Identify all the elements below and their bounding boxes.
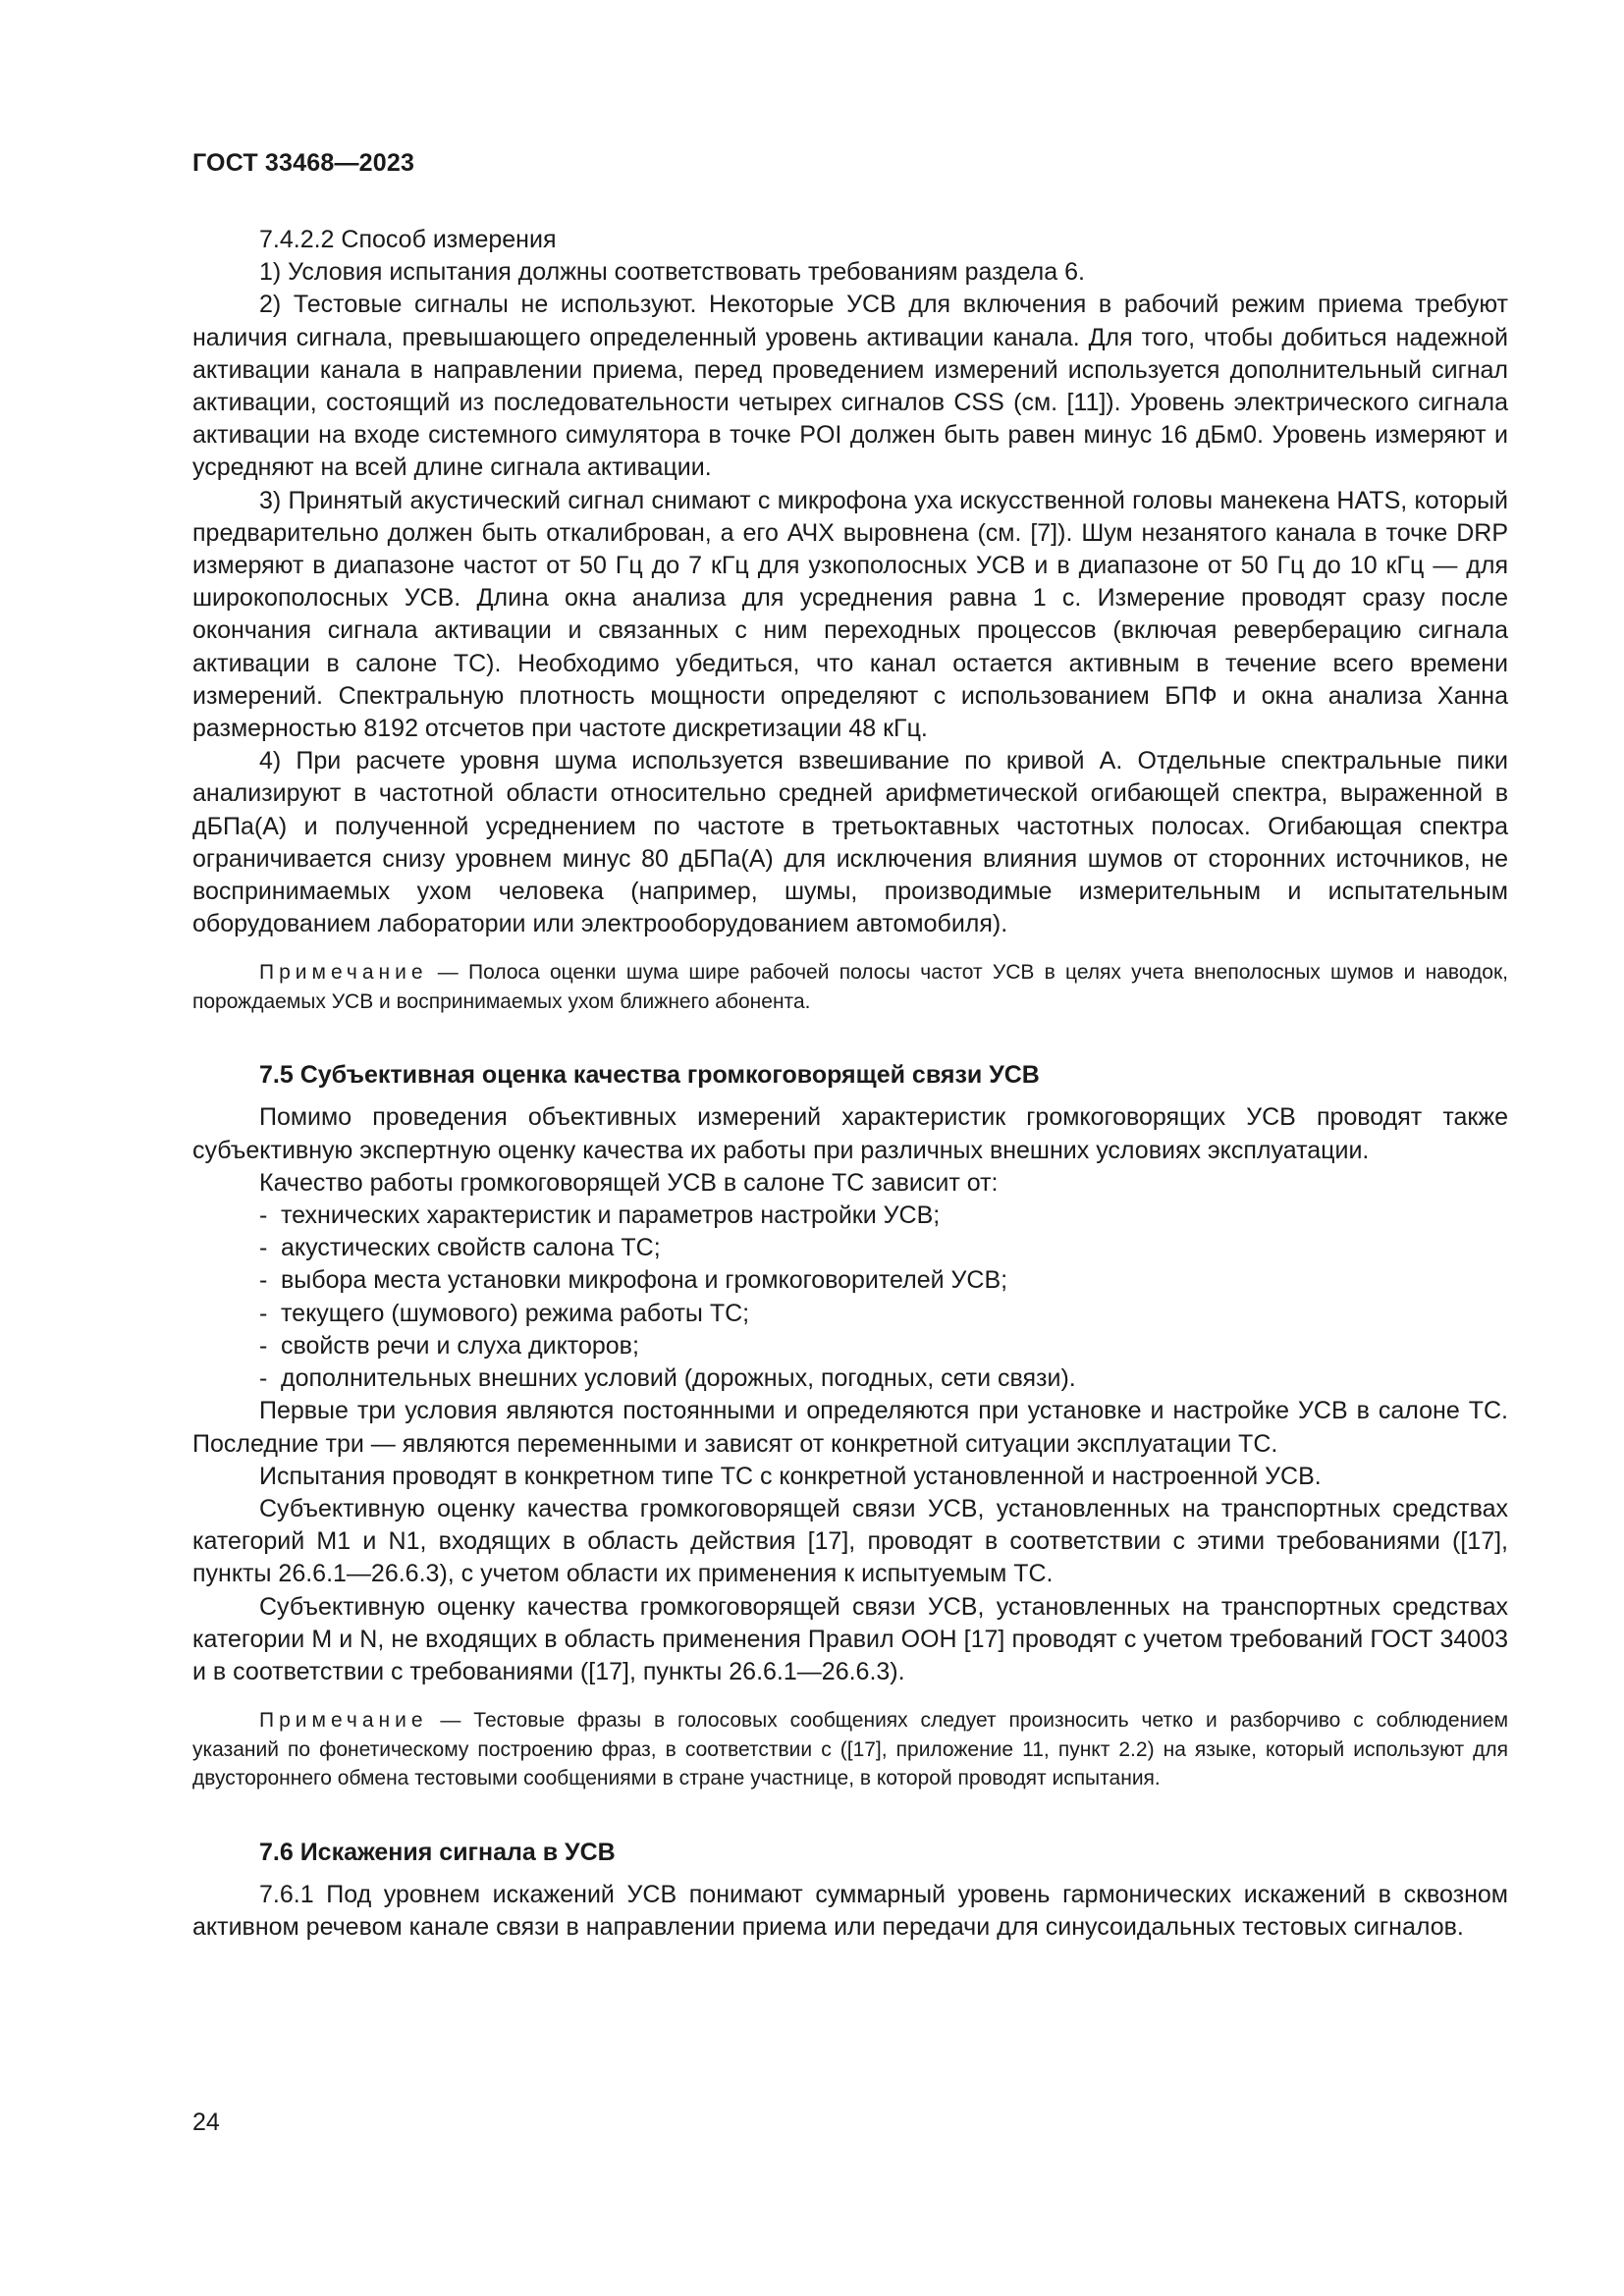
list-dash: - [259,1299,268,1327]
note-7-5 [192,1706,1508,1793]
paragraph-7-5-6: Субъективную оценку качества громкоговорящей связи УСВ, установленных на транспортных средствах категории М и N, не входящих в область применения Правил ООН [17] проводят с учетом требований ГОСТ 34003 и в соответствии с требованиями ([17], пункты 26.6.1—26.6.3). [192,1592,1508,1685]
list-item: - текущего (шумового) режима работы ТС; [192,1298,1508,1330]
list-dash: - [259,1201,268,1230]
list-dash: - [259,1364,268,1393]
note-label: Примечание [259,961,428,985]
paragraph-item-4: 4) При расчете уровня шума используется взвешивание по кривой А. Отдельные спектральные пики анализируют в частотной области относительно средней арифметической огибающей спектра, выраженной в дБПа(А) и полученной усреднением по частоте в третьоктавных частотных полосах. Огибающая спектра ограничивается снизу уровнем минус 80 дБПа(А) для исключения влияния шумов от сторонних источников, не воспринимаемых ухом человека (например, шумы, производимые измерительным и испытательным оборудованием лаборатории или электрооборудованием автомобиля). [192,747,1508,938]
paragraph-7-6-1: 7.6.1 Под уровнем искажений УСВ понимают суммарный уровень гармонических искажений в сквозном активном речевом канале связи в направлении приема или передачи для синусоидальных тестовых сигналов. [192,1880,1508,1941]
section-heading-7-5: 7.5 Субъективная оценка качества громкоговорящей связи УСВ [259,1061,1040,1090]
list-item: - свойств речи и слуха дикторов; [192,1330,1508,1362]
list-item: - выбора места установки микрофона и громкоговорителей УСВ; [192,1264,1508,1297]
list-dash: - [259,1331,268,1360]
paragraph-item-2: 2) Тестовые сигналы не используют. Некоторые УСВ для включения в рабочий режим приема требуют наличия сигнала, превышающего определенный уровень активации канала. Для того, чтобы добиться надежной активации канала в направлении приема, перед проведением измерений используется дополнительный сигнал активации, состоящий из последовательности четырех сигналов CSS (см. [11]). Уровень электрического сигнала активации на входе системного симулятора в точке POI должен быть равен минус 16 дБм0. Уровень измеряют и усредняют на всей длине сигнала активации. [192,291,1508,482]
section-heading-7-6: 7.6 Искажения сигнала в УСВ [259,1838,616,1866]
list-item: - дополнительных внешних условий (дорожных, погодных, сети связи). [192,1362,1508,1395]
note-label: Примечание [259,1709,428,1733]
note-7-4-2-2 [192,958,1508,1016]
note-text: — Полоса оценки шума шире рабочей полосы частот УСВ в целях учета внеполосных шумов и наводок, порождаемых УСВ и воспринимаемых ухом ближнего абонента. [192,961,1508,1013]
paragraph-item-3: 3) Принятый акустический сигнал снимают с микрофона уха искусственной головы манекена HATS, который предварительно должен быть откалиброван, а его АЧХ выровнена (см. [7]). Шум незанятого канала в точке DRP измеряют в диапазоне частот от 50 Гц до 7 кГц для узкополосных УСВ и в диапазоне от 50 Гц до 10 кГц — для широкополосных УСВ. Длина окна анализа для усреднения равна 1 с. Измерение проводят сразу после окончания сигнала активации и связанных с ним переходных процессов (включая реверберацию сигнала активации в салоне ТС). Необходимо убедиться, что канал остается активным в течение всего времени измерений. Спектральную плотность мощности определяют с использованием БПФ и окна анализа Ханна размерностью 8192 отсчетов при частоте дискретизации 48 кГц. [192,486,1508,743]
paragraph-7-5-1: Помимо проведения объективных измерений характеристик громкоговорящих УСВ проводят также субъективную экспертную оценку качества их работы при различных внешних условиях эксплуатации. [192,1103,1508,1164]
list-dash: - [259,1234,268,1262]
paragraph-7-5-5: Субъективную оценку качества громкоговорящей связи УСВ, установленных на транспортных средствах категорий М1 и N1, входящих в область действия [17], проводят в соответствии с этими требованиями ([17], пункты 26.6.1—26.6.3), с учетом области их применения к испытуемым ТС. [192,1494,1508,1588]
paragraph-7-5-3: Первые три условия являются постоянными и определяются при установке и настройке УСВ в салоне ТС. Последние три — являются переменными и зависят от конкретной ситуации эксплуатации ТС. [192,1397,1508,1458]
paragraph-item-1: 1) Условия испытания должны соответствовать требованиям раздела 6. [259,258,1085,287]
conditions-list [192,1200,1508,1395]
note-text: — Тестовые фразы в голосовых сообщениях следует произносить четко и разборчиво с соблюдением указаний по фонетическому построению фраз, в соответствии с ([17], приложение 11, пункт 2.2) на языке, который используют для двустороннего обмена тестовыми сообщениями в стране участнице, в которой проводят испытания. [192,1709,1508,1790]
paragraph-7-5-4: Испытания проводят в конкретном типе ТС с конкретной установленной и настроенной УСВ. [259,1462,1322,1490]
list-dash: - [259,1266,268,1295]
list-item: - технических характеристик и параметров настройки УСВ; [192,1200,1508,1232]
document-body [192,224,1508,1944]
page-number: 24 [192,2109,220,2136]
subsection-title-7-4-2-2: 7.4.2.2 Способ измерения [259,226,557,253]
list-item: - акустических свойств салона ТС; [192,1232,1508,1264]
paragraph-7-5-2: Качество работы громкоговорящей УСВ в салоне ТС зависит от: [259,1168,999,1197]
document-header: ГОСТ 33468—2023 [192,149,415,177]
